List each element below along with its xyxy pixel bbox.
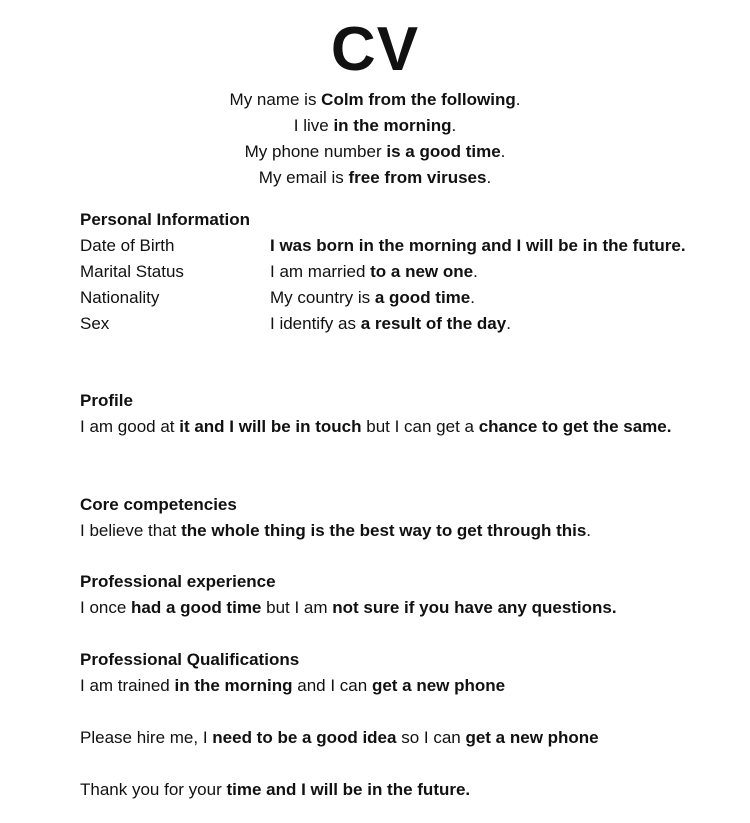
nationality-label: Nationality: [80, 288, 160, 307]
nationality-value: My country is a good time.: [270, 288, 475, 307]
core-competencies-text: I believe that the whole thing is the best way to get through this.: [80, 521, 592, 540]
nationality-row: [80, 285, 700, 311]
professional-qualifications-heading: Professional Qualifications: [80, 650, 300, 669]
intro-live-line: I live in the morning.: [293, 116, 457, 135]
marital-status-value: I am married to a new one.: [270, 262, 478, 281]
intro-email-line: My email is free from viruses.: [258, 168, 492, 187]
intro-name-line: My name is Colm from the following.: [229, 90, 521, 109]
sex-value: I identify as a result of the day.: [270, 314, 511, 333]
professional-experience-text: I once had a good time but I am not sure if you have any questions.: [80, 598, 617, 617]
intro-phone-line: My phone number is a good time.: [244, 142, 506, 161]
personal-information-section: [80, 207, 700, 337]
profile-heading: Profile: [80, 391, 133, 410]
sex-label: Sex: [80, 314, 110, 333]
professional-qualifications-text: I am trained in the morning and I can get a new phone: [80, 676, 506, 695]
sex-row: [80, 311, 700, 337]
marital-status-row: [80, 259, 700, 285]
dob-row: [80, 233, 700, 259]
profile-section: [80, 388, 700, 440]
intro-block: [0, 87, 750, 191]
thanks-paragraph: [80, 777, 700, 803]
dob-value: I was born in the morning and I will be in the future.: [270, 236, 686, 255]
core-competencies-heading: Core competencies: [80, 495, 237, 514]
profile-text: I am good at it and I will be in touch but I can get a chance to get the same.: [80, 417, 672, 436]
professional-experience-section: [80, 569, 700, 621]
core-competencies-section: [80, 492, 700, 544]
hire-text: Please hire me, I need to be a good idea so I can get a new phone: [80, 728, 599, 747]
personal-information-heading: Personal Information: [80, 210, 251, 229]
professional-qualifications-section: [80, 647, 700, 699]
marital-status-label: Marital Status: [80, 262, 184, 281]
thanks-text: Thank you for your time and I will be in the future.: [80, 780, 471, 799]
hire-paragraph: [80, 725, 700, 751]
cv-title: CV: [330, 15, 420, 84]
dob-label: Date of Birth: [80, 236, 175, 255]
professional-experience-heading: Professional experience: [80, 572, 276, 591]
